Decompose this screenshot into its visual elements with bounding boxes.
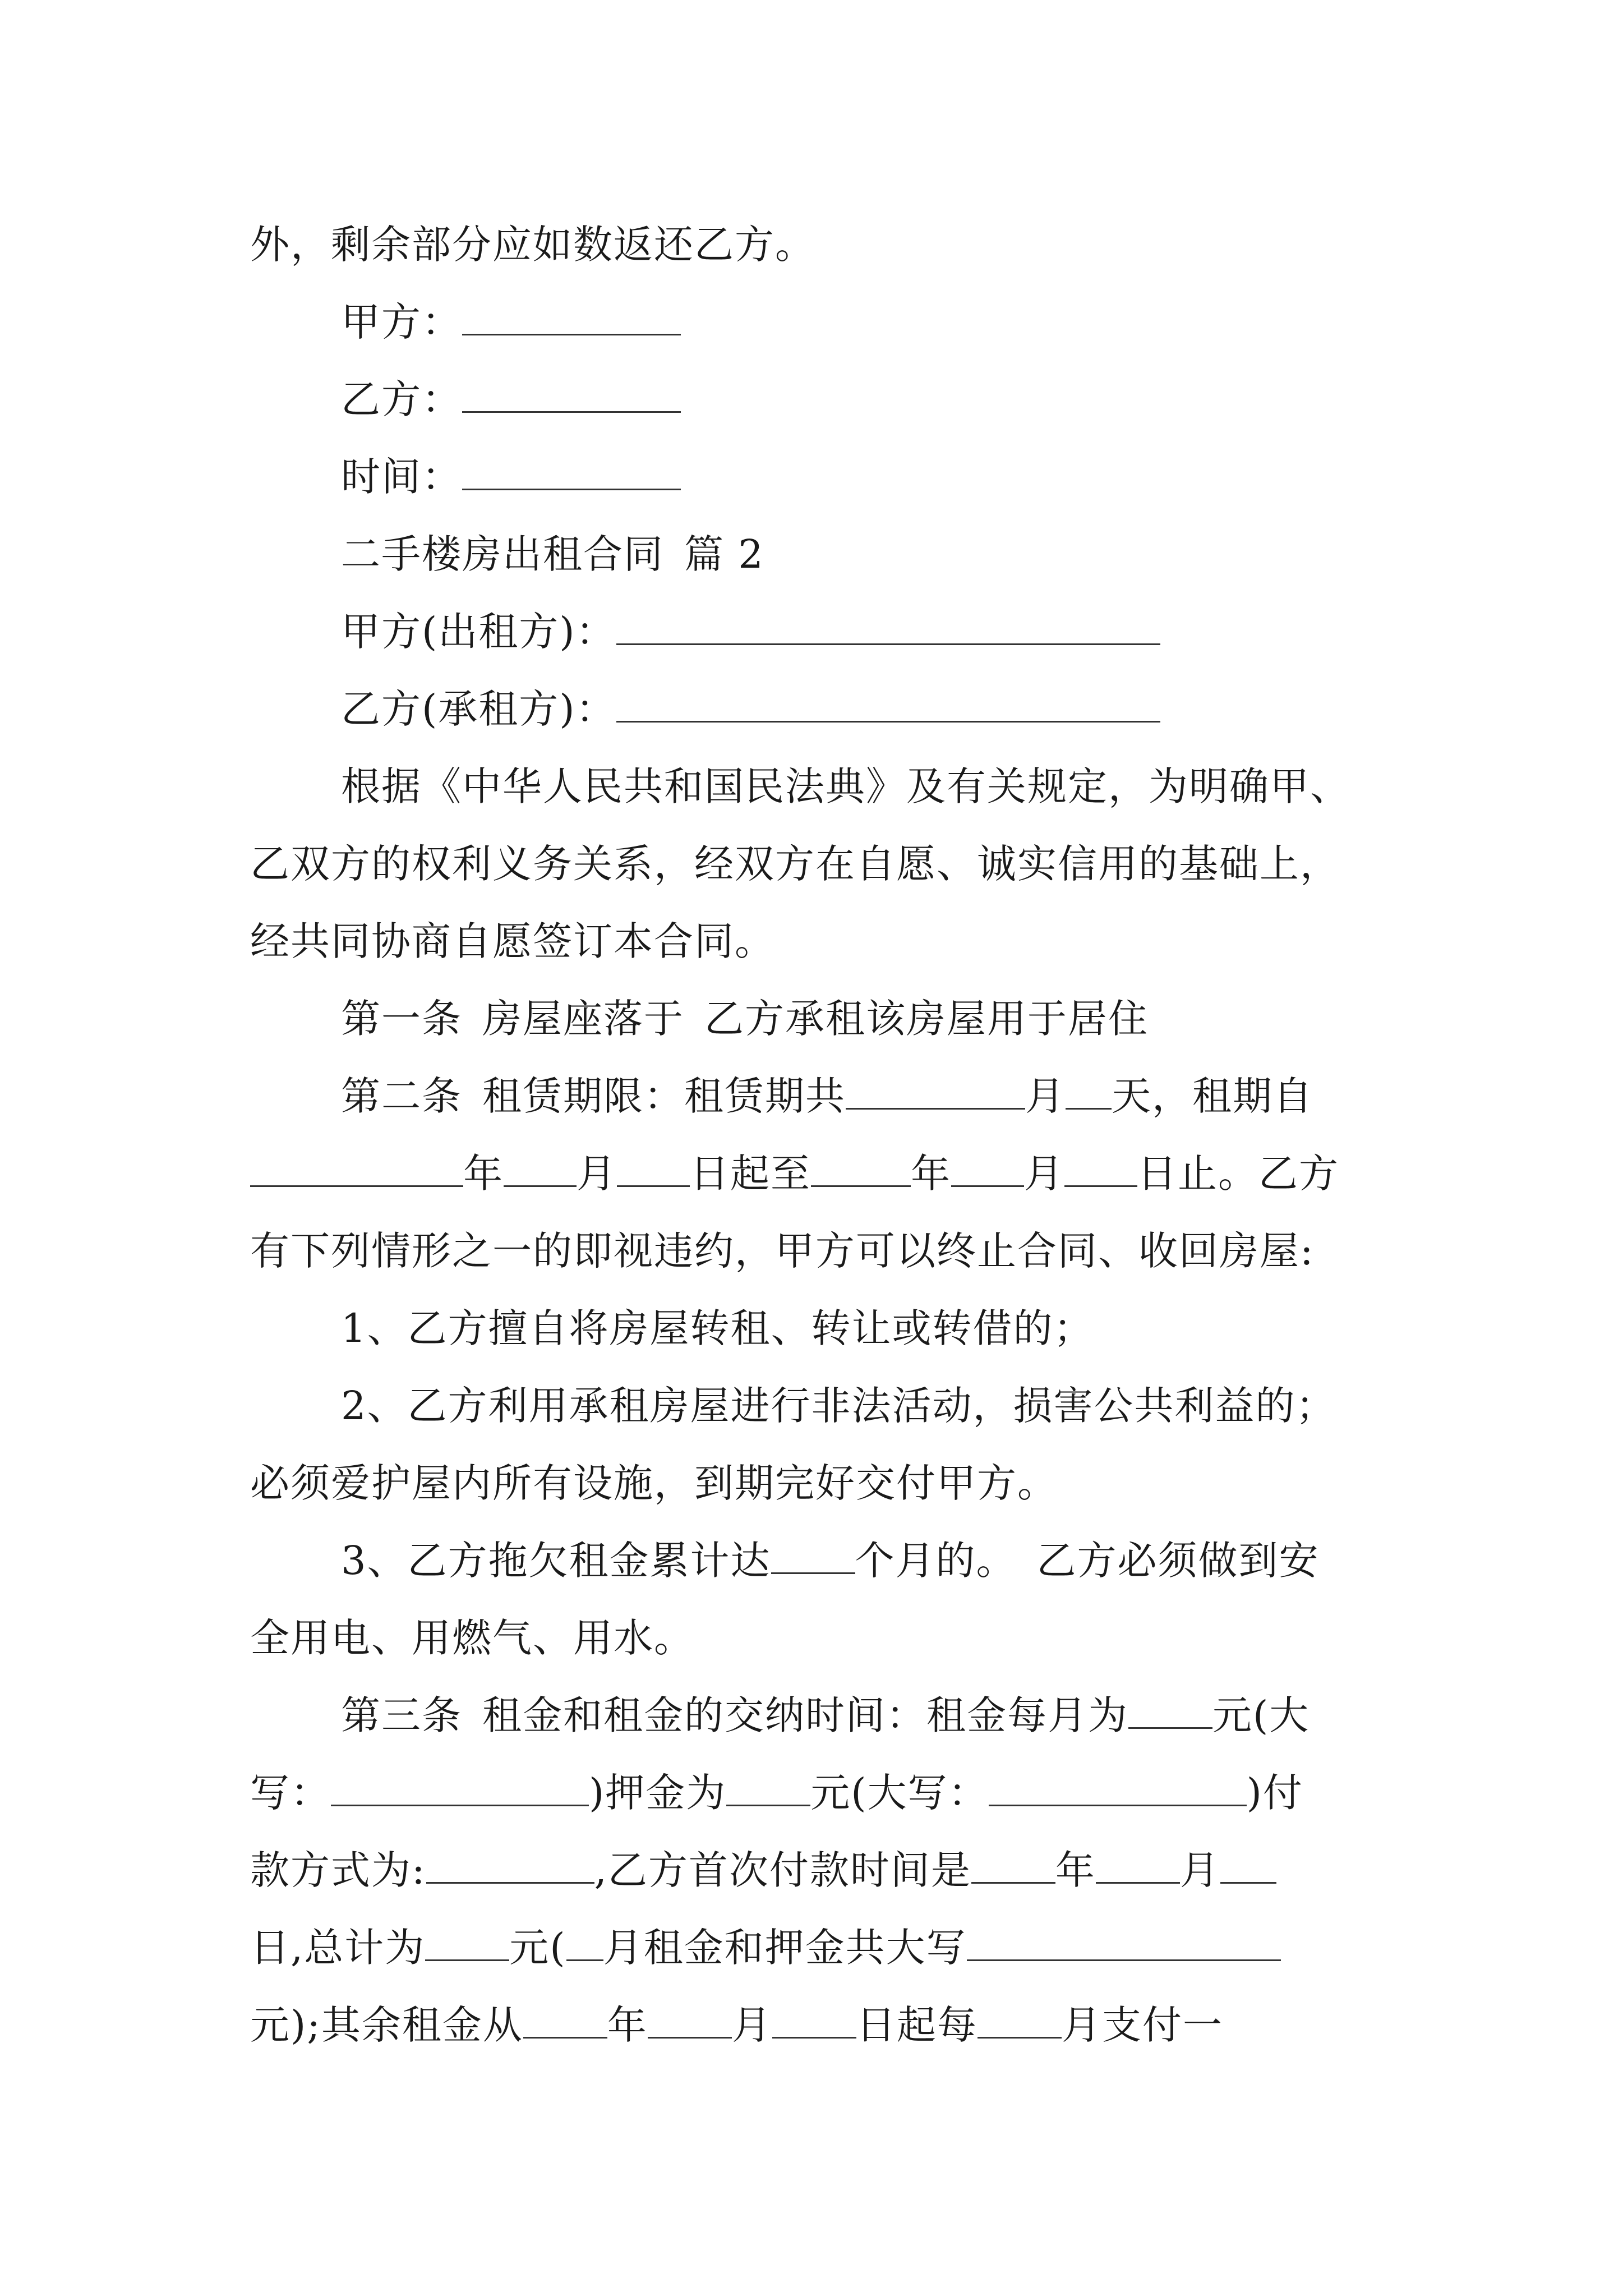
fill-blank — [1128, 1687, 1212, 1729]
article-two — [250, 1057, 1479, 1135]
text-line — [250, 1599, 1389, 1677]
fill-blank — [811, 1145, 911, 1187]
list-item — [250, 1521, 1479, 1600]
section-heading — [250, 515, 1479, 593]
text-span: 月 — [577, 1151, 617, 1197]
fill-blank — [426, 1842, 594, 1884]
fill-blank — [250, 1145, 463, 1187]
text-line — [250, 1754, 1389, 1832]
heading-title: 二手楼房出租合同 — [341, 531, 664, 577]
fill-blank — [971, 1842, 1055, 1884]
fill-blank — [989, 1764, 1247, 1806]
label: 乙方： — [341, 376, 462, 422]
party-b-line — [250, 670, 1479, 748]
fill-blank — [1064, 1145, 1137, 1187]
fill-blank — [771, 1532, 855, 1574]
text-span: 乙方必须做到安 — [1036, 1538, 1320, 1584]
text-span: 租金和租金的交纳时间：租金每月为 — [482, 1692, 1128, 1738]
text-line — [250, 1986, 1389, 2064]
fill-blank — [523, 1996, 607, 2039]
fill-blank — [951, 1145, 1024, 1187]
label: 乙方(承租方)： — [341, 686, 616, 732]
fill-blank — [425, 1919, 509, 1961]
text-span: 全用电、用燃气、用水。 — [250, 1615, 694, 1661]
text-span: )押金为 — [589, 1770, 727, 1816]
text-span: 元(大 — [1212, 1692, 1310, 1738]
text-span: 月 — [1025, 1073, 1066, 1119]
label: 甲方： — [341, 299, 462, 345]
fill-blank — [462, 371, 681, 413]
fill-blank — [1096, 1842, 1180, 1884]
text-span: 日,总计为 — [250, 1925, 426, 1971]
text-span: 经共同协商自愿签订本合同。 — [250, 918, 775, 964]
text-span: )付 — [1246, 1770, 1303, 1816]
fill-blank — [617, 1145, 690, 1187]
text-span: 年 — [1055, 1847, 1096, 1893]
text-span: 款方式为: — [250, 1847, 426, 1893]
text-span: 外，剩余部分应如数返还乙方。 — [250, 222, 815, 268]
label: 甲方(出租方)： — [341, 609, 616, 655]
list-item — [250, 1366, 1479, 1445]
article-three — [250, 1676, 1479, 1755]
text-span: 根据《中华人民共和国民法典》及有关规定，为明确甲、 — [341, 763, 1350, 809]
text-span: 元(大写： — [810, 1770, 989, 1816]
fill-blank — [967, 1919, 1281, 1961]
text-span: 2、乙方利用承租房屋进行非法活动，损害公共利益的； — [341, 1383, 1336, 1429]
text-span: 日起至 — [690, 1151, 811, 1197]
text-span: 月 — [1179, 1847, 1220, 1893]
text-span: 年 — [607, 2002, 648, 2048]
heading-number: 篇 2 — [684, 531, 764, 577]
article-label: 第二条 — [341, 1073, 462, 1119]
fill-blank — [1220, 1842, 1276, 1884]
text-span: 年 — [463, 1151, 504, 1197]
list-item — [250, 1289, 1479, 1368]
fill-blank — [648, 1996, 732, 2039]
fill-blank — [462, 448, 681, 490]
text-span: 月 — [1024, 1151, 1064, 1197]
fill-blank — [846, 1068, 1025, 1110]
text-line — [250, 1212, 1389, 1290]
fill-blank — [504, 1145, 577, 1187]
text-span: 写： — [250, 1770, 331, 1816]
signature-line-party-b — [250, 360, 1479, 439]
text-span: 日起每 — [856, 2002, 978, 2048]
text-span: 个月的。 — [855, 1538, 1017, 1584]
fill-blank — [616, 680, 1160, 723]
text-span: 月 — [731, 2002, 772, 2048]
text-line — [250, 1444, 1389, 1522]
fill-blank — [462, 293, 681, 335]
text-line — [250, 1134, 1389, 1213]
text-span: 年 — [911, 1151, 951, 1197]
text-span: 天，租期自 — [1112, 1073, 1313, 1119]
text-span: 必须爱护屋内所有设施，到期完好交付甲方。 — [250, 1460, 1058, 1506]
fill-blank — [331, 1764, 589, 1806]
fill-blank — [1066, 1068, 1112, 1110]
text-line — [250, 902, 1389, 981]
text-span: 3、乙方拖欠租金累计达 — [341, 1538, 771, 1584]
text-span: 月租金和押金共大写 — [603, 1925, 967, 1971]
text-span: 租赁期限：租赁期共 — [482, 1073, 846, 1119]
text-span: 乙方承租该房屋用于居住 — [704, 996, 1149, 1042]
text-line — [250, 825, 1389, 903]
text-span: ,乙方首次付款时间是 — [594, 1847, 971, 1893]
fill-blank — [978, 1996, 1062, 2039]
fill-blank — [616, 603, 1160, 645]
text-span: 房屋座落于 — [482, 996, 684, 1042]
article-label: 第三条 — [341, 1692, 462, 1738]
text-span: 1、乙方擅自将房屋转租、转让或转借的； — [341, 1305, 1094, 1351]
label: 时间： — [341, 454, 462, 500]
fill-blank — [566, 1919, 603, 1961]
text-span: 日止。乙方 — [1137, 1151, 1339, 1197]
party-a-line — [250, 592, 1479, 671]
article-one — [250, 979, 1479, 1058]
text-span: 有下列情形之一的即视违约，甲方可以终止合同、收回房屋: — [250, 1228, 1315, 1274]
signature-line-party-a — [250, 283, 1479, 361]
text-line — [250, 205, 1389, 284]
text-span: 月支付一 — [1061, 2002, 1223, 2048]
text-span: 乙双方的权利义务关系，经双方在自愿、诚实信用的基础上， — [250, 841, 1340, 887]
fill-blank — [726, 1764, 810, 1806]
text-line — [250, 747, 1479, 826]
article-label: 第一条 — [341, 996, 462, 1042]
signature-line-date — [250, 438, 1479, 516]
text-line — [250, 1831, 1389, 1910]
text-span: 元( — [509, 1925, 566, 1971]
text-span: 元);其余租金从 — [250, 2002, 523, 2048]
fill-blank — [772, 1996, 856, 2039]
text-line — [250, 1908, 1389, 1987]
